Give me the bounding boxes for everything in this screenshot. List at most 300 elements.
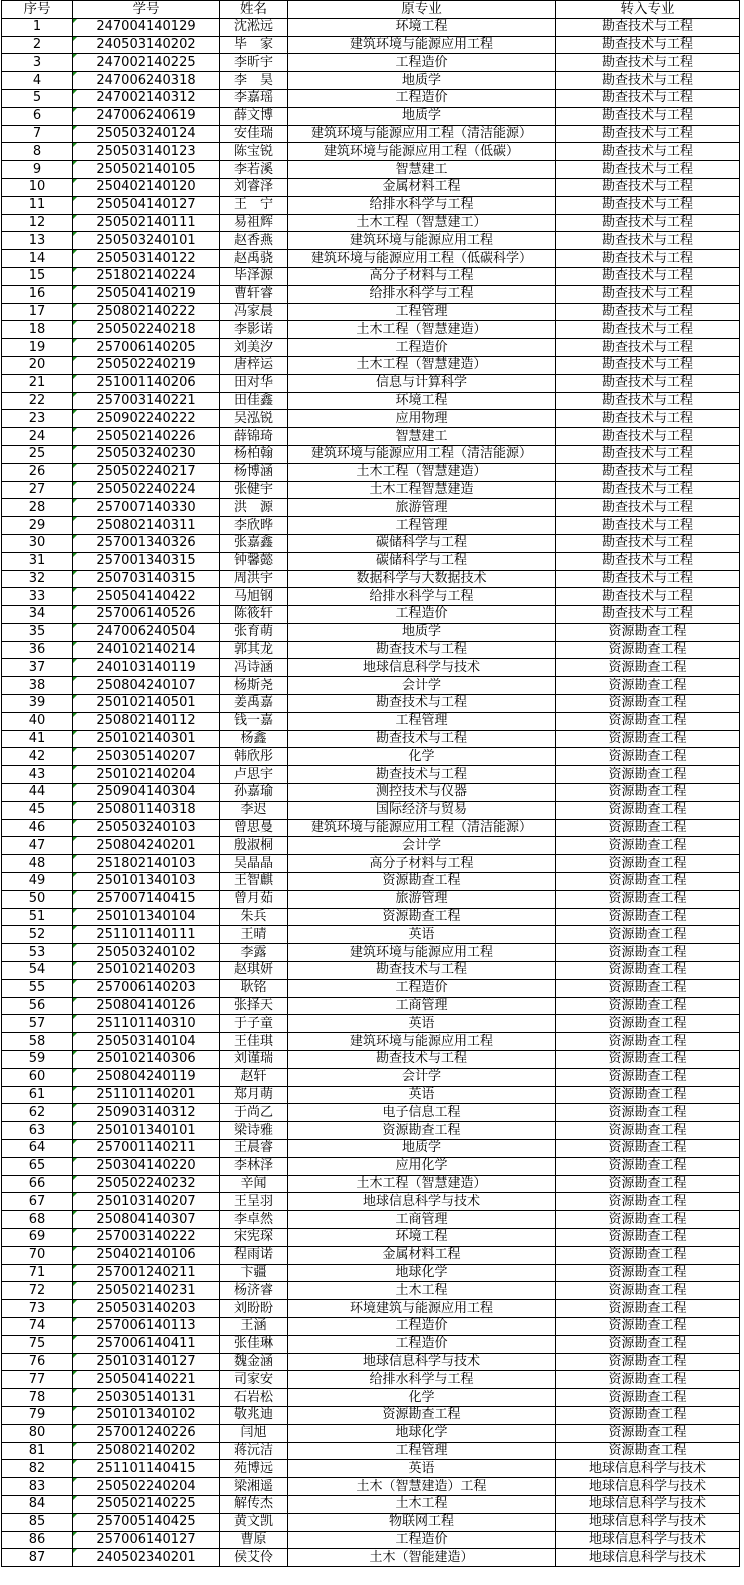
cell-target-major: 资源勘查工程 <box>556 623 740 641</box>
table-row <box>2 232 740 250</box>
cell-target-major: 勘查技术与工程 <box>556 143 740 161</box>
cell-name: 李嘉瑶 <box>220 89 288 107</box>
cell-target-major: 资源勘查工程 <box>556 1424 740 1442</box>
cell-target-major: 资源勘查工程 <box>556 1193 740 1211</box>
cell-index: 45 <box>2 801 73 819</box>
cell-target-major: 勘查技术与工程 <box>556 374 740 392</box>
cell-student-id: 257006140113 <box>73 1317 220 1335</box>
table-row <box>2 730 740 748</box>
cell-name: 李欣晔 <box>220 517 288 535</box>
cell-index: 70 <box>2 1246 73 1264</box>
cell-target-major: 资源勘查工程 <box>556 1300 740 1318</box>
cell-name: 石岩松 <box>220 1389 288 1407</box>
cell-original-major: 工程造价 <box>288 339 556 357</box>
cell-original-major: 工程管理 <box>288 1442 556 1460</box>
table-row <box>2 1389 740 1407</box>
cell-index: 7 <box>2 125 73 143</box>
cell-name: 李迟 <box>220 801 288 819</box>
header-name: 姓名 <box>220 1 288 19</box>
cell-student-id: 250804140126 <box>73 997 220 1015</box>
cell-name: 沈淞远 <box>220 18 288 36</box>
table-row <box>2 552 740 570</box>
cell-target-major: 资源勘查工程 <box>556 1246 740 1264</box>
cell-index: 71 <box>2 1264 73 1282</box>
cell-name: 于尚乙 <box>220 1104 288 1122</box>
cell-name: 周洪宇 <box>220 570 288 588</box>
cell-index: 16 <box>2 285 73 303</box>
cell-index: 14 <box>2 250 73 268</box>
cell-student-id: 250902240222 <box>73 410 220 428</box>
cell-target-major: 资源勘查工程 <box>556 1228 740 1246</box>
table-row <box>2 250 740 268</box>
cell-target-major: 资源勘查工程 <box>556 1086 740 1104</box>
cell-student-id: 240503140202 <box>73 36 220 54</box>
cell-name: 赵禹骁 <box>220 250 288 268</box>
table-row <box>2 926 740 944</box>
cell-student-id: 250502140111 <box>73 214 220 232</box>
cell-original-major: 工商管理 <box>288 1211 556 1229</box>
cell-student-id: 251101140310 <box>73 1015 220 1033</box>
table-row <box>2 445 740 463</box>
cell-index: 44 <box>2 784 73 802</box>
cell-name: 洪 源 <box>220 499 288 517</box>
cell-target-major: 勘查技术与工程 <box>556 36 740 54</box>
cell-index: 74 <box>2 1317 73 1335</box>
table-row <box>2 1122 740 1140</box>
cell-original-major: 工程造价 <box>288 606 556 624</box>
cell-student-id: 240102140214 <box>73 641 220 659</box>
cell-student-id: 250503140203 <box>73 1300 220 1318</box>
cell-original-major: 国际经济与贸易 <box>288 801 556 819</box>
cell-name: 王智麒 <box>220 873 288 891</box>
cell-name: 薛锦琦 <box>220 428 288 446</box>
cell-target-major: 勘查技术与工程 <box>556 570 740 588</box>
cell-student-id: 251101140111 <box>73 926 220 944</box>
cell-student-id: 250101340102 <box>73 1406 220 1424</box>
cell-name: 张佳琳 <box>220 1335 288 1353</box>
table-row <box>2 36 740 54</box>
cell-original-major: 英语 <box>288 1015 556 1033</box>
cell-original-major: 化学 <box>288 1389 556 1407</box>
cell-index: 41 <box>2 730 73 748</box>
cell-index: 10 <box>2 178 73 196</box>
cell-student-id: 250802140202 <box>73 1442 220 1460</box>
cell-index: 4 <box>2 72 73 90</box>
cell-target-major: 资源勘查工程 <box>556 1122 740 1140</box>
cell-student-id: 251101140415 <box>73 1460 220 1478</box>
table-row <box>2 1495 740 1513</box>
cell-index: 62 <box>2 1104 73 1122</box>
table-row <box>2 89 740 107</box>
cell-original-major: 工程造价 <box>288 1335 556 1353</box>
cell-index: 75 <box>2 1335 73 1353</box>
cell-student-id: 257001240226 <box>73 1424 220 1442</box>
cell-original-major: 测控技术与仪器 <box>288 784 556 802</box>
cell-target-major: 勘查技术与工程 <box>556 18 740 36</box>
cell-name: 钱一嘉 <box>220 712 288 730</box>
cell-student-id: 250502240217 <box>73 463 220 481</box>
cell-original-major: 给排水科学与工程 <box>288 1371 556 1389</box>
cell-original-major: 金属材料工程 <box>288 1246 556 1264</box>
cell-target-major: 勘查技术与工程 <box>556 606 740 624</box>
cell-target-major: 资源勘查工程 <box>556 819 740 837</box>
table-row <box>2 908 740 926</box>
cell-target-major: 勘查技术与工程 <box>556 392 740 410</box>
cell-student-id: 257001340315 <box>73 552 220 570</box>
cell-original-major: 英语 <box>288 926 556 944</box>
cell-index: 9 <box>2 161 73 179</box>
table-row <box>2 1033 740 1051</box>
cell-index: 17 <box>2 303 73 321</box>
cell-original-major: 资源勘查工程 <box>288 908 556 926</box>
table-row <box>2 499 740 517</box>
table-row <box>2 1228 740 1246</box>
cell-student-id: 240502340201 <box>73 1549 220 1567</box>
table-row <box>2 1104 740 1122</box>
cell-index: 69 <box>2 1228 73 1246</box>
cell-original-major: 物联网工程 <box>288 1513 556 1531</box>
cell-name: 耿铭 <box>220 979 288 997</box>
cell-index: 52 <box>2 926 73 944</box>
cell-original-major: 土木（智慧建造）工程 <box>288 1478 556 1496</box>
table-row <box>2 748 740 766</box>
cell-target-major: 资源勘查工程 <box>556 1157 740 1175</box>
cell-student-id: 250804240119 <box>73 1068 220 1086</box>
cell-original-major: 高分子材料与工程 <box>288 267 556 285</box>
cell-name: 敬兆迪 <box>220 1406 288 1424</box>
cell-original-major: 土木（智能建造） <box>288 1549 556 1567</box>
table-row <box>2 855 740 873</box>
cell-target-major: 勘查技术与工程 <box>556 161 740 179</box>
cell-index: 66 <box>2 1175 73 1193</box>
cell-index: 24 <box>2 428 73 446</box>
header-original-major: 原专业 <box>288 1 556 19</box>
cell-target-major: 勘查技术与工程 <box>556 428 740 446</box>
header-row <box>2 1 740 19</box>
table-row <box>2 54 740 72</box>
cell-index: 63 <box>2 1122 73 1140</box>
cell-name: 王晴 <box>220 926 288 944</box>
cell-student-id: 257001340326 <box>73 534 220 552</box>
cell-student-id: 257007140415 <box>73 890 220 908</box>
cell-target-major: 资源勘查工程 <box>556 730 740 748</box>
cell-name: 陈宝锐 <box>220 143 288 161</box>
cell-name: 刘谨瑞 <box>220 1051 288 1069</box>
cell-name: 王晨睿 <box>220 1140 288 1158</box>
table-row <box>2 267 740 285</box>
cell-target-major: 资源勘查工程 <box>556 1033 740 1051</box>
cell-target-major: 资源勘查工程 <box>556 1051 740 1069</box>
cell-student-id: 247006240504 <box>73 623 220 641</box>
cell-student-id: 250502240218 <box>73 321 220 339</box>
cell-name: 杨博涵 <box>220 463 288 481</box>
cell-index: 3 <box>2 54 73 72</box>
cell-original-major: 建筑环境与能源应用工程 <box>288 232 556 250</box>
cell-original-major: 建筑环境与能源应用工程（清洁能源） <box>288 125 556 143</box>
cell-target-major: 勘查技术与工程 <box>556 445 740 463</box>
cell-name: 曹轩睿 <box>220 285 288 303</box>
cell-index: 27 <box>2 481 73 499</box>
cell-student-id: 250103140127 <box>73 1353 220 1371</box>
cell-target-major: 资源勘查工程 <box>556 1317 740 1335</box>
cell-original-major: 工商管理 <box>288 997 556 1015</box>
cell-student-id: 251101140201 <box>73 1086 220 1104</box>
table-row <box>2 1264 740 1282</box>
cell-student-id: 250804240201 <box>73 837 220 855</box>
table-row <box>2 801 740 819</box>
cell-original-major: 工程造价 <box>288 979 556 997</box>
cell-index: 31 <box>2 552 73 570</box>
cell-original-major: 土木工程智慧建造 <box>288 481 556 499</box>
cell-index: 19 <box>2 339 73 357</box>
cell-index: 43 <box>2 766 73 784</box>
table-row <box>2 1424 740 1442</box>
cell-index: 80 <box>2 1424 73 1442</box>
cell-name: 毕泽源 <box>220 267 288 285</box>
cell-student-id: 240103140119 <box>73 659 220 677</box>
cell-student-id: 250502140231 <box>73 1282 220 1300</box>
cell-target-major: 勘查技术与工程 <box>556 196 740 214</box>
cell-index: 53 <box>2 944 73 962</box>
cell-index: 87 <box>2 1549 73 1567</box>
table-row <box>2 997 740 1015</box>
cell-student-id: 250502240219 <box>73 356 220 374</box>
cell-target-major: 资源勘查工程 <box>556 997 740 1015</box>
table-row <box>2 712 740 730</box>
cell-index: 42 <box>2 748 73 766</box>
cell-target-major: 地球信息科学与技术 <box>556 1513 740 1531</box>
table-row <box>2 107 740 125</box>
cell-original-major: 土木工程（智慧建造） <box>288 356 556 374</box>
cell-student-id: 257006140203 <box>73 979 220 997</box>
cell-student-id: 257003140221 <box>73 392 220 410</box>
cell-student-id: 251802140103 <box>73 855 220 873</box>
cell-name: 李卓然 <box>220 1211 288 1229</box>
cell-original-major: 勘查技术与工程 <box>288 641 556 659</box>
cell-original-major: 智慧建工 <box>288 428 556 446</box>
cell-original-major: 环境工程 <box>288 1228 556 1246</box>
cell-original-major: 勘查技术与工程 <box>288 730 556 748</box>
cell-target-major: 勘查技术与工程 <box>556 552 740 570</box>
cell-index: 82 <box>2 1460 73 1478</box>
cell-original-major: 地球信息科学与技术 <box>288 659 556 677</box>
cell-student-id: 250101340103 <box>73 873 220 891</box>
cell-target-major: 资源勘查工程 <box>556 1015 740 1033</box>
table-row <box>2 321 740 339</box>
cell-index: 38 <box>2 677 73 695</box>
cell-student-id: 250502140225 <box>73 1495 220 1513</box>
table-row <box>2 873 740 891</box>
cell-student-id: 251001140206 <box>73 374 220 392</box>
cell-target-major: 资源勘查工程 <box>556 1389 740 1407</box>
cell-name: 薛文博 <box>220 107 288 125</box>
cell-original-major: 建筑环境与能源应用工程（清洁能源） <box>288 819 556 837</box>
cell-student-id: 257005140425 <box>73 1513 220 1531</box>
cell-name: 吴晶晶 <box>220 855 288 873</box>
cell-target-major: 资源勘查工程 <box>556 1104 740 1122</box>
cell-student-id: 250102140301 <box>73 730 220 748</box>
cell-name: 李若溪 <box>220 161 288 179</box>
cell-target-major: 资源勘查工程 <box>556 855 740 873</box>
cell-index: 86 <box>2 1531 73 1549</box>
table-row <box>2 659 740 677</box>
cell-target-major: 勘查技术与工程 <box>556 232 740 250</box>
cell-name: 韩欣彤 <box>220 748 288 766</box>
table-row <box>2 962 740 980</box>
table-row <box>2 837 740 855</box>
table-row <box>2 1140 740 1158</box>
cell-index: 84 <box>2 1495 73 1513</box>
cell-target-major: 勘查技术与工程 <box>556 588 740 606</box>
cell-target-major: 勘查技术与工程 <box>556 534 740 552</box>
cell-student-id: 250504140127 <box>73 196 220 214</box>
cell-target-major: 勘查技术与工程 <box>556 321 740 339</box>
cell-original-major: 土木工程（智慧建造） <box>288 1175 556 1193</box>
cell-name: 赵轩 <box>220 1068 288 1086</box>
cell-target-major: 勘查技术与工程 <box>556 178 740 196</box>
cell-original-major: 化学 <box>288 748 556 766</box>
cell-index: 28 <box>2 499 73 517</box>
cell-name: 梁湘遥 <box>220 1478 288 1496</box>
cell-original-major: 会计学 <box>288 837 556 855</box>
cell-student-id: 250101340104 <box>73 908 220 926</box>
cell-name: 赵琪妍 <box>220 962 288 980</box>
cell-index: 72 <box>2 1282 73 1300</box>
cell-original-major: 旅游管理 <box>288 499 556 517</box>
cell-student-id: 250703140315 <box>73 570 220 588</box>
cell-student-id: 257007140330 <box>73 499 220 517</box>
cell-index: 78 <box>2 1389 73 1407</box>
transfer-table <box>1 0 740 1567</box>
table-row <box>2 1442 740 1460</box>
cell-index: 77 <box>2 1371 73 1389</box>
cell-target-major: 资源勘查工程 <box>556 1371 740 1389</box>
table-row <box>2 178 740 196</box>
cell-student-id: 250502140105 <box>73 161 220 179</box>
cell-target-major: 勘查技术与工程 <box>556 72 740 90</box>
cell-original-major: 建筑环境与能源应用工程（低碳科学） <box>288 250 556 268</box>
cell-target-major: 地球信息科学与技术 <box>556 1460 740 1478</box>
cell-target-major: 资源勘查工程 <box>556 962 740 980</box>
cell-index: 83 <box>2 1478 73 1496</box>
cell-student-id: 250802140222 <box>73 303 220 321</box>
cell-name: 张择天 <box>220 997 288 1015</box>
table-row <box>2 534 740 552</box>
table-row <box>2 1335 740 1353</box>
cell-name: 吴泓锐 <box>220 410 288 428</box>
table-row <box>2 606 740 624</box>
cell-name: 梁诗雅 <box>220 1122 288 1140</box>
table-body <box>2 18 740 1566</box>
table-row <box>2 695 740 713</box>
cell-index: 12 <box>2 214 73 232</box>
cell-student-id: 250502240204 <box>73 1478 220 1496</box>
table-row <box>2 1282 740 1300</box>
cell-name: 侯艾伶 <box>220 1549 288 1567</box>
cell-name: 刘美汐 <box>220 339 288 357</box>
cell-index: 39 <box>2 695 73 713</box>
cell-target-major: 资源勘查工程 <box>556 1175 740 1193</box>
cell-original-major: 工程管理 <box>288 517 556 535</box>
cell-name: 陈筱轩 <box>220 606 288 624</box>
cell-original-major: 土木工程（智慧建工） <box>288 214 556 232</box>
table-row <box>2 481 740 499</box>
table-row <box>2 517 740 535</box>
table-row <box>2 143 740 161</box>
table-row <box>2 784 740 802</box>
cell-student-id: 257001240211 <box>73 1264 220 1282</box>
cell-name: 张育萌 <box>220 623 288 641</box>
cell-original-major: 会计学 <box>288 1068 556 1086</box>
cell-name: 殷淑桐 <box>220 837 288 855</box>
cell-student-id: 250305140131 <box>73 1389 220 1407</box>
cell-student-id: 257006140127 <box>73 1531 220 1549</box>
cell-target-major: 勘查技术与工程 <box>556 89 740 107</box>
cell-index: 37 <box>2 659 73 677</box>
cell-student-id: 250801140318 <box>73 801 220 819</box>
cell-student-id: 250804140307 <box>73 1211 220 1229</box>
cell-index: 26 <box>2 463 73 481</box>
cell-original-major: 勘查技术与工程 <box>288 1051 556 1069</box>
table-row <box>2 392 740 410</box>
cell-name: 解传杰 <box>220 1495 288 1513</box>
cell-target-major: 勘查技术与工程 <box>556 499 740 517</box>
table-row <box>2 1246 740 1264</box>
cell-student-id: 247002140312 <box>73 89 220 107</box>
cell-index: 51 <box>2 908 73 926</box>
cell-target-major: 勘查技术与工程 <box>556 481 740 499</box>
cell-target-major: 资源勘查工程 <box>556 908 740 926</box>
cell-original-major: 数据科学与大数据技术 <box>288 570 556 588</box>
table-row <box>2 1175 740 1193</box>
cell-original-major: 建筑环境与能源应用工程（清洁能源） <box>288 445 556 463</box>
cell-target-major: 勘查技术与工程 <box>556 517 740 535</box>
header-target-major: 转入专业 <box>556 1 740 19</box>
table-row <box>2 588 740 606</box>
table-row <box>2 1371 740 1389</box>
cell-target-major: 资源勘查工程 <box>556 1211 740 1229</box>
cell-index: 79 <box>2 1406 73 1424</box>
cell-original-major: 环境建筑与能源应用工程 <box>288 1300 556 1318</box>
cell-original-major: 建筑环境与能源应用工程 <box>288 1033 556 1051</box>
cell-index: 58 <box>2 1033 73 1051</box>
cell-name: 刘盼盼 <box>220 1300 288 1318</box>
cell-target-major: 资源勘查工程 <box>556 926 740 944</box>
cell-student-id: 257001140211 <box>73 1140 220 1158</box>
table-row <box>2 196 740 214</box>
cell-name: 张嘉鑫 <box>220 534 288 552</box>
cell-student-id: 250504140422 <box>73 588 220 606</box>
cell-original-major: 资源勘查工程 <box>288 873 556 891</box>
cell-student-id: 250504140221 <box>73 1371 220 1389</box>
cell-target-major: 资源勘查工程 <box>556 1406 740 1424</box>
cell-index: 85 <box>2 1513 73 1531</box>
table-row <box>2 570 740 588</box>
cell-target-major: 资源勘查工程 <box>556 873 740 891</box>
cell-target-major: 勘查技术与工程 <box>556 339 740 357</box>
cell-name: 宋宪琛 <box>220 1228 288 1246</box>
cell-student-id: 257003140222 <box>73 1228 220 1246</box>
cell-target-major: 勘查技术与工程 <box>556 463 740 481</box>
cell-target-major: 勘查技术与工程 <box>556 250 740 268</box>
cell-target-major: 勘查技术与工程 <box>556 285 740 303</box>
table-row <box>2 1211 740 1229</box>
cell-target-major: 资源勘查工程 <box>556 784 740 802</box>
table-row <box>2 1300 740 1318</box>
cell-target-major: 资源勘查工程 <box>556 766 740 784</box>
cell-name: 黄文凯 <box>220 1513 288 1531</box>
cell-name: 郑月萌 <box>220 1086 288 1104</box>
